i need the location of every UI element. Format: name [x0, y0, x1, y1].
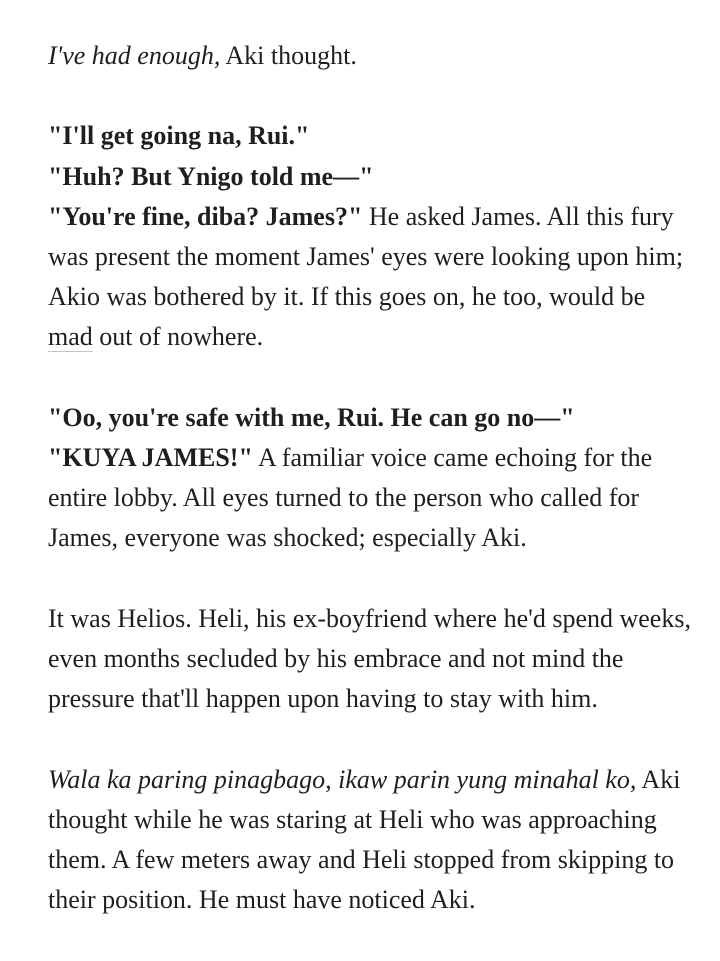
text-line: Akio was bothered by it. If this goes on, he too, would be [48, 282, 646, 312]
paragraph-4 [48, 599, 691, 720]
text-line: them. A few meters away and Heli stopped from skipping to [48, 845, 675, 874]
dialogue-bold: "I'll get going na, Rui." [48, 121, 310, 151]
text-line: was present the moment James' eyes were looking upon him; [48, 242, 684, 271]
paragraph-2 [48, 116, 688, 357]
story-text [48, 36, 691, 961]
paragraph-3 [48, 398, 688, 559]
text-line: their position. He must have noticed Aki. [48, 885, 476, 915]
text-line [48, 157, 688, 197]
text-line [48, 438, 688, 478]
narration: A familiar voice came echoing for the [252, 443, 653, 472]
text-line [48, 760, 688, 800]
text-line: pressure that'll happen upon having to stay with him. [48, 684, 598, 714]
text-line [48, 398, 688, 438]
text-line: James, everyone was shocked; especially Aki. [48, 523, 527, 553]
dialogue-bold: "Huh? But Ynigo told me—" [48, 161, 374, 191]
narration: out of nowhere. [92, 322, 264, 352]
paragraph-1 [48, 36, 688, 76]
narration: Aki [636, 764, 681, 794]
text-line [48, 317, 688, 357]
text-line: entire lobby. All eyes turned to the person who called for [48, 483, 640, 513]
dialogue-bold: "KUYA JAMES!" [48, 443, 253, 472]
inner-thought-italic: I've had enough, [48, 41, 221, 70]
text-line [48, 197, 688, 237]
paragraph-5 [48, 760, 688, 921]
text-line [48, 116, 688, 156]
text-line [48, 36, 688, 76]
text-line: It was Helios. Heli, his ex-boyfriend where he'd spend weeks, [48, 603, 691, 633]
dialogue-bold: "Oo, you're safe with me, Rui. He can go no—" [48, 402, 575, 432]
underlined-word-link[interactable]: mad [48, 322, 93, 352]
text-line: thought while he was staring at Heli who was approaching [48, 804, 657, 834]
inner-thought-italic: Wala ka paring pinagbago, ikaw parin yung minahal ko, [48, 764, 637, 794]
dialogue-bold: "You're fine, diba? James?" [48, 201, 363, 231]
narration: He asked James. All this fury [362, 201, 674, 231]
text-line: even months secluded by his embrace and not mind the [48, 644, 624, 673]
narration: Aki thought. [220, 41, 357, 70]
